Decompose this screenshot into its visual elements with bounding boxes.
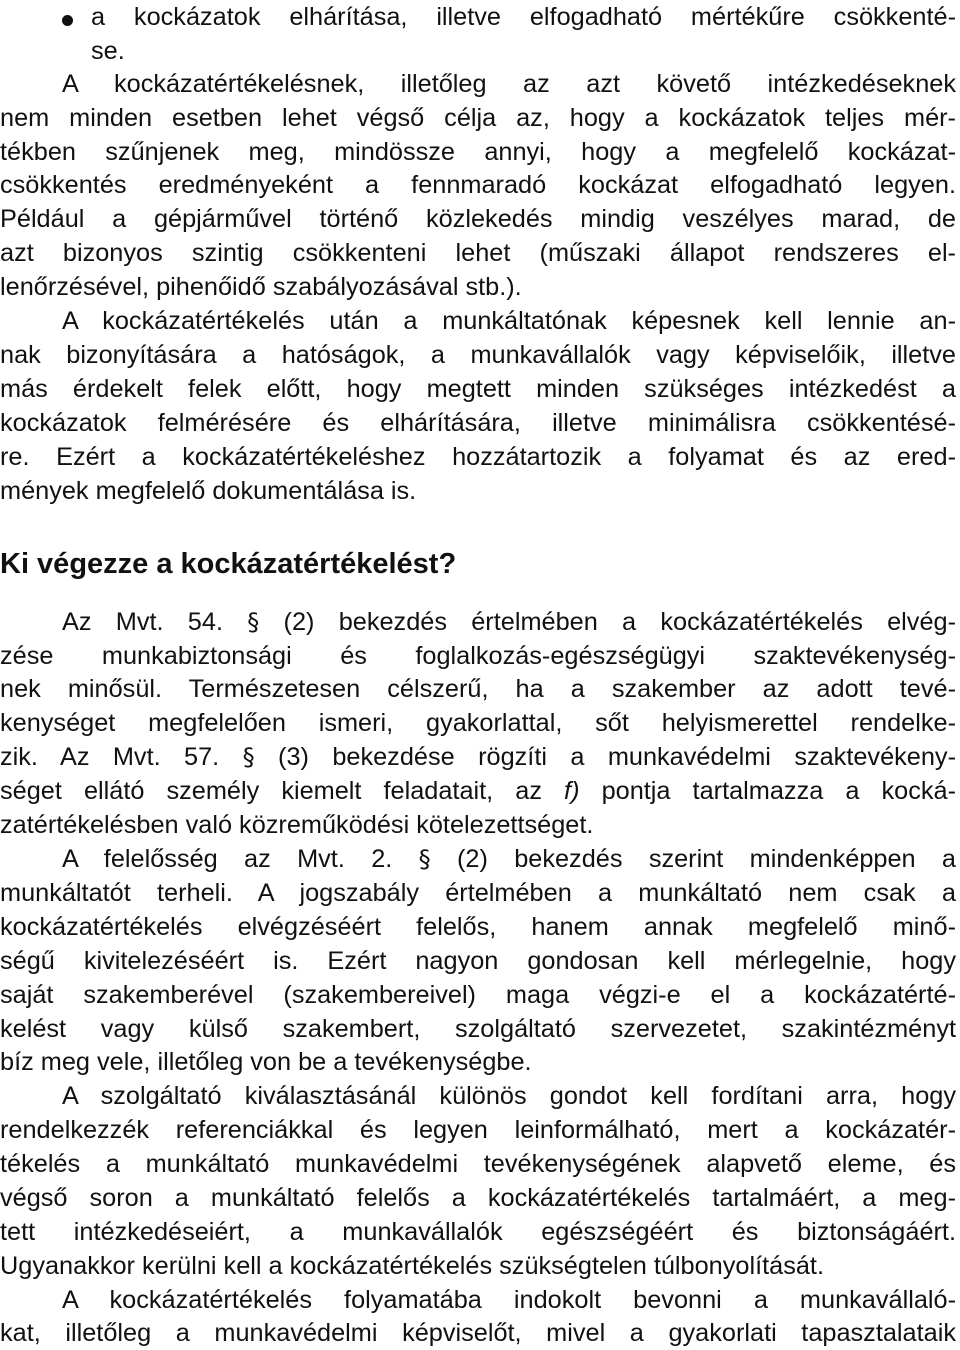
text-line: lenőrzésével, pihenőidő szabályozásával stb.). xyxy=(0,273,522,301)
section-heading: Ki végezze a kockázatértékelést? xyxy=(0,548,457,580)
text-line: más érdekelt felek előtt, hogy megtett minden szükséges intézkedést a xyxy=(0,375,956,403)
text-line: se. xyxy=(91,37,125,65)
text-run: séget ellátó személy kiemelt feladatait, az xyxy=(0,777,542,805)
text-line: re. Ezért a kockázatértékeléshez hozzátartozik a folyamat és az ered- xyxy=(0,443,956,471)
text-line: ségű kivitelezéséért is. Ezért nagyon gondosan kell mérlegelnie, hogy xyxy=(0,947,956,975)
text-run: A felelősség az Mvt. 2. xyxy=(62,845,393,873)
text-line: A kockázatértékelés folyamatába indokolt bevonni a munkavállaló- xyxy=(62,1286,956,1314)
text-line: rendelkezzék referenciákkal és legyen leinformálható, mert a kockázatér- xyxy=(0,1116,956,1144)
text-line xyxy=(0,774,956,808)
text-line: tékben szűnjenek meg, mindössze annyi, hogy a megfelelő kockázat- xyxy=(0,138,956,166)
bullet-icon xyxy=(62,15,73,26)
text-line: a kockázatok elhárítása, illetve elfogadható mértékűre csökkenté- xyxy=(91,3,956,31)
text-run: (2) bekezdés szerint mindenképpen a xyxy=(456,845,957,873)
text-run: pontja tartalmazza a kocká- xyxy=(601,777,956,805)
text-line: kelést vagy külső szakembert, szolgáltató szervezetet, szakintézményt xyxy=(0,1015,956,1043)
text-line: Például a gépjárművel történő közlekedés mindig veszélyes marad, de xyxy=(0,205,956,233)
text-line: zése munkabiztonsági és foglalkozás-egészségügyi szaktevékenység- xyxy=(0,642,956,670)
text-line: azt bizonyos szintig csökkenteni lehet (műszaki állapot rendszeres el- xyxy=(0,239,956,267)
text-line xyxy=(62,842,956,876)
text-line: kockázatok felmérésére és elhárítására, illetve minimálisra csökkentésé- xyxy=(0,409,956,437)
text-line: nem minden esetben lehet végső célja az, hogy a kockázatok teljes mér- xyxy=(0,104,956,132)
text-run: (3) bekezdése rögzíti a munkavédelmi szaktevékeny- xyxy=(278,743,957,771)
text-line: csökkentés eredményeként a fennmaradó kockázat elfogadható legyen. xyxy=(0,171,956,199)
text-line: kenységet megfelelően ismeri, gyakorlattal, sőt helyismerettel rendelke- xyxy=(0,709,956,737)
text-line: A kockázatértékelésnek, illetőleg az azt követő intézkedéseknek xyxy=(62,70,956,98)
text-line xyxy=(62,605,956,639)
italic-text-run: f) xyxy=(564,777,580,805)
section-sign: § xyxy=(418,845,431,873)
text-line: munkáltatót terheli. A jogszabály értelmében a munkáltató nem csak a xyxy=(0,879,956,907)
text-line: zatértékelésben való közreműködési kötelezettséget. xyxy=(0,811,594,839)
section-sign: § xyxy=(247,608,260,636)
text-run: Az Mvt. 54. xyxy=(62,608,223,636)
text-line: nek minősül. Természetesen célszerű, ha a szakember az adott tevé- xyxy=(0,675,956,703)
text-line: bíz meg vele, illetőleg von be a tevékenységbe. xyxy=(0,1048,532,1076)
text-line: mények megfelelő dokumentálása is. xyxy=(0,477,417,505)
section-sign: § xyxy=(242,743,255,771)
text-line: Ugyanakkor kerülni kell a kockázatértékelés szükségtelen túlbonyolítását. xyxy=(0,1252,824,1280)
text-line: nak bizonyítására a hatóságok, a munkavállalók vagy képviselőik, illetve xyxy=(0,341,956,369)
text-line: tékelés a munkáltató munkavédelmi tevékenységének alapvető eleme, és xyxy=(0,1150,956,1178)
text-line: saját szakemberével (szakembereivel) maga végzi-e el a kockázatérté- xyxy=(0,981,956,1009)
text-line: A szolgáltató kiválasztásánál különös gondot kell fordítani arra, hogy xyxy=(62,1082,956,1110)
text-line: végső soron a munkáltató felelős a kockázatértékelés tartalmáért, a meg- xyxy=(0,1184,956,1212)
text-line: tett intézkedéseiért, a munkavállalók egészségéért és biztonságáért. xyxy=(0,1218,956,1246)
text-run: zik. Az Mvt. 57. xyxy=(0,743,220,771)
text-line xyxy=(0,740,956,774)
text-line: A kockázatértékelés után a munkáltatónak képesnek kell lennie an- xyxy=(62,307,956,335)
text-line: kat, illetőleg a munkavédelmi képviselőt, mivel a gyakorlati tapasztalataik xyxy=(0,1319,956,1347)
text-run: (2) bekezdés értelmében a kockázatértékelés elvég- xyxy=(283,608,957,636)
text-line: kockázatértékelés elvégzéséért felelős, hanem annak megfelelő minő- xyxy=(0,913,956,941)
